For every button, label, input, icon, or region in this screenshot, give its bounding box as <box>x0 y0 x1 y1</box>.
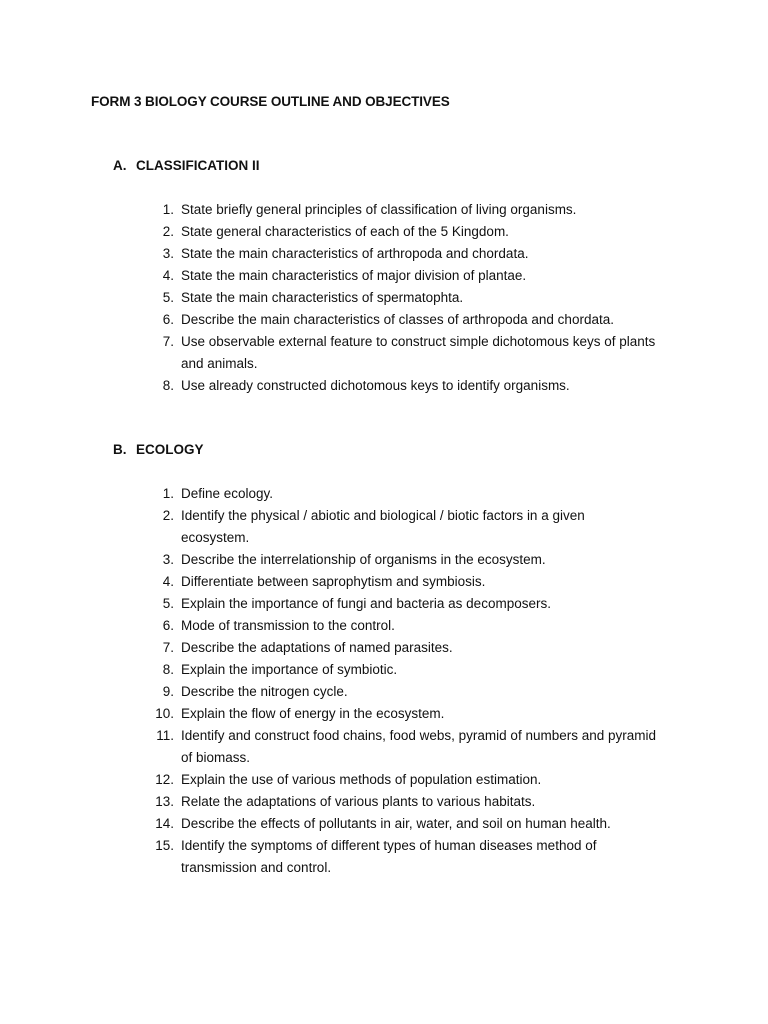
list-item <box>0 221 656 243</box>
list-item <box>0 769 656 791</box>
list-item-text: Identify and construct food chains, food webs, pyramid of numbers and pyramid of biomass. <box>181 728 657 765</box>
section-heading <box>113 442 204 457</box>
list-item-number: 10. <box>155 706 174 721</box>
list-item-text: Mode of transmission to the control. <box>181 618 395 633</box>
list-item-number: 2. <box>162 224 174 239</box>
list-item-number: 6. <box>162 312 174 327</box>
list-item-text: Identify the physical / abiotic and biological / biotic factors in a given ecosystem. <box>181 508 585 545</box>
list-item <box>0 791 656 813</box>
list-item-text: Explain the importance of fungi and bacteria as decomposers. <box>181 596 551 611</box>
list-item <box>0 637 656 659</box>
list-item-text: Describe the main characteristics of classes of arthropoda and chordata. <box>181 312 614 327</box>
list-item <box>0 571 656 593</box>
list-item <box>0 331 656 375</box>
section-heading <box>113 158 260 173</box>
list-item-text: Define ecology. <box>181 486 274 501</box>
list-item <box>0 813 656 835</box>
list-item-text: Explain the importance of symbiotic. <box>181 662 398 677</box>
list-item-number: 15. <box>155 838 174 853</box>
list-item-text: Use observable external feature to construct simple dichotomous keys of plants and animals. <box>181 334 656 371</box>
list-item <box>0 659 656 681</box>
list-item-number: 7. <box>162 640 174 655</box>
list-item-text: State general characteristics of each of the 5 Kingdom. <box>181 224 509 239</box>
objective-list <box>0 483 656 879</box>
list-item-number: 4. <box>162 574 174 589</box>
list-item-text: Relate the adaptations of various plants to various habitats. <box>181 794 536 809</box>
list-item-text: State the main characteristics of major division of plantae. <box>181 268 527 283</box>
list-item <box>0 199 656 221</box>
list-item <box>0 549 656 571</box>
list-item-number: 1. <box>162 486 174 501</box>
list-item <box>0 593 656 615</box>
list-item-text: Describe the nitrogen cycle. <box>181 684 348 699</box>
list-item-number: 8. <box>162 662 174 677</box>
list-item-number: 5. <box>162 596 174 611</box>
list-item-number: 12. <box>155 772 174 787</box>
objective-list <box>0 199 656 397</box>
list-item <box>0 287 656 309</box>
section-letter: B. <box>113 442 127 457</box>
list-item-text: State the main characteristics of arthropoda and chordata. <box>181 246 529 261</box>
page-title: FORM 3 BIOLOGY COURSE OUTLINE AND OBJECTIVES <box>91 94 450 109</box>
list-item-number: 1. <box>162 202 174 217</box>
list-item-number: 3. <box>162 246 174 261</box>
list-item-number: 14. <box>155 816 174 831</box>
list-item <box>0 309 656 331</box>
list-item <box>0 681 656 703</box>
list-item <box>0 483 656 505</box>
section-title: CLASSIFICATION II <box>136 158 260 173</box>
list-item-text: State briefly general principles of classification of living organisms. <box>181 202 577 217</box>
list-item-number: 8. <box>162 378 174 393</box>
list-item <box>0 375 656 397</box>
section-letter: A. <box>113 158 127 173</box>
list-item-text: Identify the symptoms of different types of human diseases method of transmission and control. <box>181 838 597 875</box>
list-item-number: 3. <box>162 552 174 567</box>
list-item <box>0 615 656 637</box>
list-item-number: 2. <box>162 508 174 523</box>
list-item-number: 4. <box>162 268 174 283</box>
list-item-text: Explain the flow of energy in the ecosystem. <box>181 706 445 721</box>
list-item-text: State the main characteristics of spermatophta. <box>181 290 464 305</box>
list-item <box>0 243 656 265</box>
section-title: ECOLOGY <box>136 442 204 457</box>
list-item-number: 7. <box>162 334 174 349</box>
list-item <box>0 703 656 725</box>
list-item <box>0 505 656 549</box>
list-item-text: Use already constructed dichotomous keys to identify organisms. <box>181 378 570 393</box>
list-item-number: 6. <box>162 618 174 633</box>
list-item-number: 11. <box>156 728 174 743</box>
list-item-text: Differentiate between saprophytism and symbiosis. <box>181 574 486 589</box>
list-item-text: Describe the interrelationship of organisms in the ecosystem. <box>181 552 546 567</box>
list-item-text: Describe the adaptations of named parasites. <box>181 640 453 655</box>
list-item <box>0 265 656 287</box>
list-item-number: 5. <box>162 290 174 305</box>
list-item-number: 13. <box>155 794 174 809</box>
list-item-number: 9. <box>162 684 174 699</box>
list-item <box>0 835 656 879</box>
list-item-text: Explain the use of various methods of population estimation. <box>181 772 542 787</box>
list-item <box>0 725 656 769</box>
list-item-text: Describe the effects of pollutants in air, water, and soil on human health. <box>181 816 611 831</box>
